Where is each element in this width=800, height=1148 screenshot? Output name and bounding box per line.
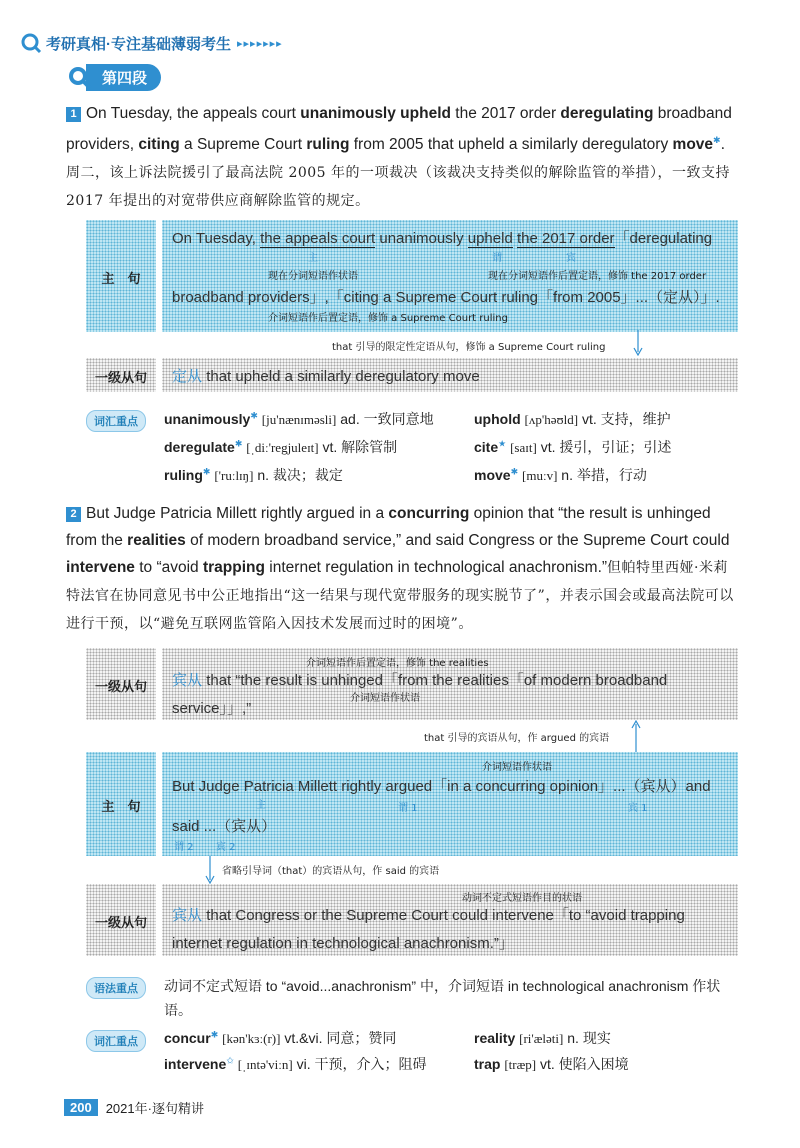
grammar-text: 动词不定式短语 to “avoid...anachronism” 中，介词短语 in technological anachronism 作状语。 [164,978,721,1018]
box1-main-label: 主 句 [101,271,141,286]
search-icon [20,32,42,54]
relation-note: 省略引导词（that）的宾语从句，作 said 的宾语 [222,866,440,877]
paragraph-2: 2 But Judge Patricia Millett rightly argued in a concurring opinion that “the result is unhinged from the realities of modern broadband service,” and said Congress or the Supreme Court could intervene to “avoid trapping internet regulation in technological anachronism.”但帕特里西娅·米莉特法官在协同意见书中公正地指出“这一结果与现代宽带服务的现实脱节了”，并表示国会或最高法院可以进行干预，以“避免互联网监管陷入因技术发展而过时的困境”。 [66,505,734,632]
vocab-item: move✱ [muːv] n. 举措，行动 [474,466,647,483]
page-number: 200 [64,1099,98,1116]
vocab-item: deregulate✱ [ˌdiː'regjuleɪt] vt. 解除管制 [164,438,398,455]
vocab-tag: 词汇重点 [86,410,146,432]
arrow-down-icon [204,856,216,884]
vocab-tag: 词汇重点 [86,1030,146,1052]
header-bar [20,30,283,56]
arrow-down-icon [632,330,644,356]
vocab-item: cite★ [saɪt] vt. 援引，引证；引述 [474,438,672,455]
text-run: from 2005 that upheld a similarly deregulatory [349,136,673,154]
sentence-number-1: 1 [66,107,81,122]
box2-sub2-label: 一级从句 [94,915,147,930]
vocab-item: trap [træp] vt. 使陷入困境 [474,1056,629,1072]
box1-line1: On Tuesday, the appeals court unanimously upheld the 2017 order「deregulating [172,230,713,247]
tag-subject: 主 [308,253,318,264]
sentence-number-2: 2 [66,507,81,522]
box2-sub1-label: 一级从句 [94,679,147,694]
box1-line2: broadband providers」,「citing a Supreme Court ruling「from 2005」...（定从）」. [172,289,720,306]
grammar-tag: 语法重点 [86,977,146,999]
annotation: 介词短语作状语 [482,762,552,773]
tag-object: 宾 2 [216,842,236,853]
section-title: 第四段 [86,64,161,91]
vocab-item: uphold [ʌp'həʊld] vt. 支持，维护 [474,411,671,427]
section-heading [66,64,161,90]
keyword: citing [138,136,180,154]
tag-subject: 主 [256,800,266,811]
translation-1: . 周二，该上诉法院援引了最高法院 2005 年的一项裁决（该裁决支持类似的解除监管的举措），一致支持 2017 年提出的对宽带供应商解除监管的规定。 [66,137,731,210]
tag-object: 宾 1 [628,803,648,814]
vocab-item: intervene✩ [ˌɪntə'viːn] vi. 干预，介入；阻碍 [164,1055,427,1072]
text-run: a Supreme Court [179,136,307,154]
box2-main-content [162,752,738,856]
annotation: 介词短语作状语 [350,693,420,704]
annotation: 介词短语作后置定语，修饰 a Supreme Court ruling [268,313,508,324]
box2-sub1-line1: 宾从 that “the result is unhinged「from the realities「of modern broadband [172,672,668,689]
text-run: the 2017 order [450,105,561,122]
header-arrows: ▸▸▸▸▸▸▸ [237,37,283,50]
keyword: move [672,136,714,154]
footer [64,1098,204,1117]
box2-sub2-line2: internet regulation in technological anachronism.”」 [172,935,514,952]
tag-predicate: 谓 [492,253,502,264]
vocab-item: unanimously✱ [ju'nænɪməsli] ad. 一致同意地 [164,410,434,427]
tag-object: 宾 [566,253,576,264]
section-search-icon [66,64,92,90]
box2-sub1-line2: service」」,” [172,700,252,717]
annotation: 现在分词短语作状语 [268,271,358,282]
paragraph-1 [66,100,738,215]
star-icon: ✱ [713,135,721,145]
annotation: 现在分词短语作后置定语，修饰 the 2017 order [488,271,707,282]
book-title: 2021年·逐句精讲 [105,1101,204,1116]
annotation: 动词不定式短语作目的状语 [462,893,582,904]
box1-sub-text: 定从 that upheld a similarly deregulatory move [172,368,480,385]
relation-note: that 引导的宾语从句，作 argued 的宾语 [424,733,610,744]
vocab-item: concur✱ [kən'kɜː(r)] vt.&vi. 同意；赞同 [164,1029,397,1046]
header-title: 考研真相·专注基础薄弱考生 [46,35,231,53]
relation-note: that 引导的限定性定语从句，修饰 a Supreme Court ruling [332,342,606,353]
box1-sub-label: 一级从句 [94,370,147,385]
translation-2: 但帕特里西娅·米莉特法官在协同意见书中公正地指出“这一结果与现代宽带服务的现实脱节了”，并表示国会或最高法院可以进行干预，以“避免互联网监管陷入因技术发展而过时的困境”。 [66,560,734,632]
annotation: 介词短语作后置定语，修饰 the realities [306,658,489,669]
box2-main-label: 主 句 [101,799,141,814]
keyword: deregulating [560,105,654,122]
box2-sub2-line1: 宾从 that Congress or the Supreme Court could intervene「to “avoid trapping [172,907,685,924]
vocab-item: reality [ri'æləti] n. 现实 [474,1030,611,1046]
vocab-item: ruling✱ ['ruːlɪŋ] n. 裁决；裁定 [164,466,343,483]
box2-main-line1: But Judge Patricia Millett rightly argued「in a concurring opinion」...（宾从）and [172,778,711,795]
keyword: ruling [306,136,350,154]
tag-predicate: 谓 2 [174,842,194,853]
arrow-up-icon [630,720,642,752]
text-run: broadband providers, [66,105,732,154]
keyword: unanimously upheld [300,105,451,122]
tag-predicate: 谓 1 [398,803,418,814]
box2-main-line2: said ...（宾从） [172,818,277,835]
text-run: On Tuesday, the appeals court [86,105,301,122]
